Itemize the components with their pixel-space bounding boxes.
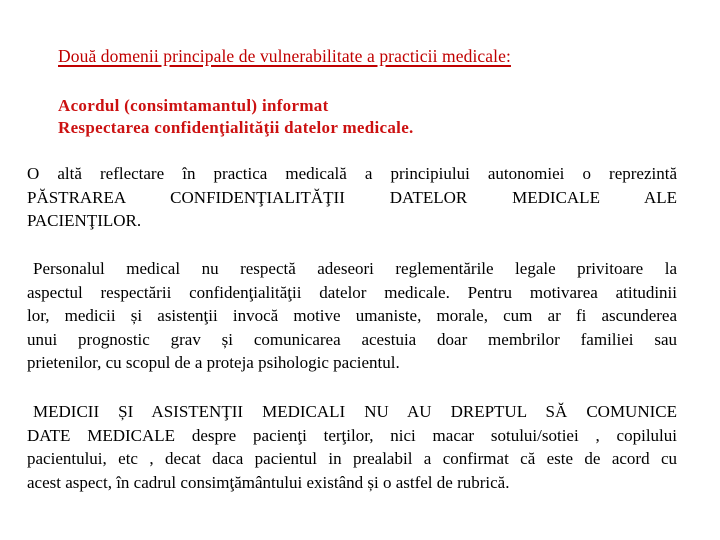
paragraph-disclosure-rule bbox=[27, 400, 677, 494]
paragraph-line: lor, medicii și asistenţii invocă motive umaniste, morale, cum ar fi ascunderea bbox=[27, 306, 677, 325]
paragraph-line: DATE MEDICALE despre pacienţi terţilor, nici macar sotului/sotiei , copilului bbox=[27, 425, 677, 445]
key-point-confidentiality: Respectarea confidenţialităţii datelor medicale. bbox=[58, 118, 414, 137]
paragraph-line: acest aspect, în cadrul consimţământului existând și o astfel de rubrică. bbox=[27, 472, 510, 492]
paragraph-line: PĂSTRAREA CONFIDENŢIALITĂŢII DATELOR MEDICALE ALE bbox=[27, 187, 677, 207]
slide-heading: Două domenii principale de vulnerabilitate a practicii medicale: bbox=[58, 46, 511, 66]
paragraph-line: aspectul respectării confidenţialităţii datelor medicale. Pentru motivarea atitudinii bbox=[27, 282, 677, 302]
key-point-informed-consent: Acordul (consimtamantul) informat bbox=[58, 96, 329, 115]
paragraph-line: PACIENŢILOR. bbox=[27, 211, 142, 230]
paragraph-line: unui prognostic grav și comunicarea acestuia doar membrilor familiei sau bbox=[27, 329, 677, 349]
paragraph-line: O altă reflectare în practica medicală a principiului autonomiei o reprezintă bbox=[27, 164, 677, 183]
paragraph-line: MEDICII ȘI ASISTENŢII MEDICALI NU AU DREPTUL SĂ COMUNICE bbox=[33, 402, 677, 421]
paragraph-line: pacientului, etc , decat daca pacientul in prealabil a confirmat că este de acord cu bbox=[27, 449, 677, 468]
paragraph-medical-staff bbox=[27, 257, 677, 375]
paragraph-autonomy bbox=[27, 162, 677, 233]
paragraph-line: Personalul medical nu respectă adeseori reglementările legale privitoare la bbox=[33, 259, 677, 278]
paragraph-line: prietenilor, cu scopul de a proteja psihologic pacientul. bbox=[27, 353, 400, 372]
key-points-list bbox=[58, 95, 414, 139]
